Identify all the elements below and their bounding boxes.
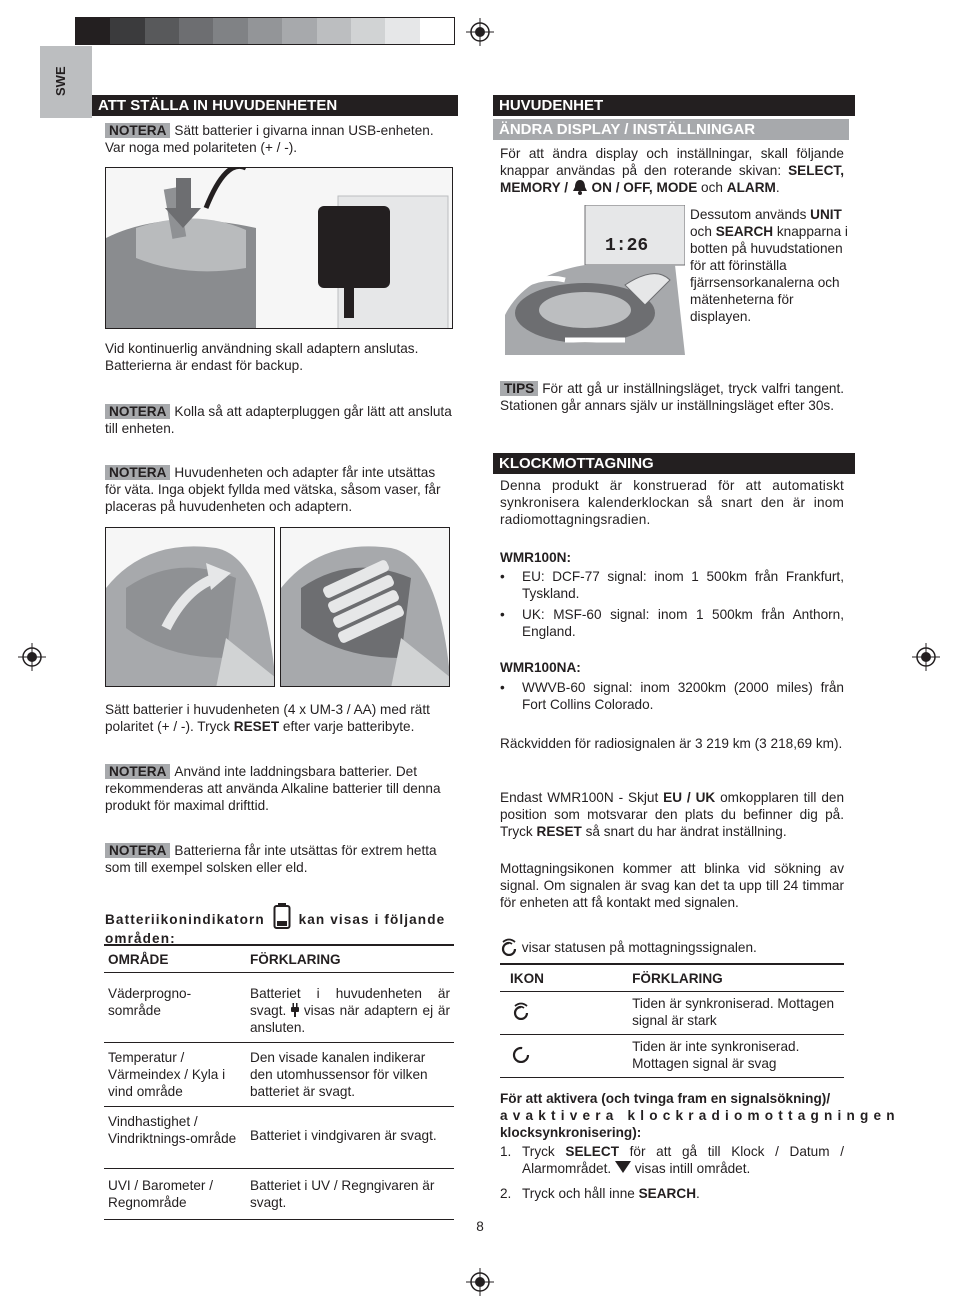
table-cell: Batteriet i huvudenheten är svagt. visas när adaptern ej är ansluten. xyxy=(250,986,450,1035)
note-moisture: NOTERA Huvudenheten och adapter får inte utsättas för väta. Inga objekt fyllda med vätska, såsom vaser, får placeras på huvudenheten och adaptern. xyxy=(105,465,441,514)
wmr100na-label: WMR100NA: xyxy=(500,660,581,675)
range-paragraph: Räckvidden för radiosignalen är 3 219 km (3 218,69 km). xyxy=(500,736,843,751)
registration-mark-icon xyxy=(18,643,46,671)
note-label: NOTERA xyxy=(105,465,170,480)
note-batteries-first: NOTERA Sätt batterier i givarna innan USB-enheten. Var noga med polariteten (+ / -). xyxy=(105,123,434,155)
color-swatch xyxy=(145,18,179,44)
bell-icon xyxy=(572,179,588,195)
table-cell: Vindhastighet / Vindriktnings-område xyxy=(108,1114,237,1146)
table-header: OMRÅDE xyxy=(108,952,169,967)
table-cell: Den visade kanalen indikerar den utomhussensor för vilken batteriet är svagt. xyxy=(250,1050,428,1099)
table-header: IKON xyxy=(510,971,544,986)
table-row xyxy=(104,973,454,1043)
note-label: NOTERA xyxy=(105,843,170,858)
table-row xyxy=(104,1169,454,1220)
svg-text:1:26: 1:26 xyxy=(605,236,649,256)
battery-indicator-heading: Batteriikonindikatorn kan visas i följande områden: xyxy=(105,902,453,947)
table-cell: UVI / Barometer / Regnområde xyxy=(108,1178,214,1210)
table-header: FÖRKLARING xyxy=(250,952,341,967)
display-intro: För att ändra display och inställningar, skall följande knappar användas på den roterande skivan: SELECT, MEMORY / ON / OFF, MODE och ALARM. xyxy=(500,146,844,195)
table-header-row xyxy=(500,964,844,992)
clock-intro: Denna produkt är konstruerad för att automatiskt synkronisera kalenderklockan så snart den är inom radiomottagningsradien. xyxy=(500,478,844,527)
table-row xyxy=(500,992,844,1035)
note-label: NOTERA xyxy=(105,404,170,419)
note-heat: NOTERA Batterierna får inte utsättas för extrem hetta som till exempel solsken eller eld. xyxy=(105,843,437,875)
activate-heading: För att aktivera (och tvinga fram en signalsökning)/ avaktivera klockradiomottagningen klocksynkronisering): xyxy=(500,1091,900,1140)
note-rechargeable: NOTERA Använd inte laddningsbara batterier. Det rekommenderas att använda Alkaline batterier till denna produkt för maximal drifttid. xyxy=(105,764,441,813)
signal-icon-table xyxy=(500,963,844,1078)
triangle-down-icon xyxy=(615,1161,631,1173)
signal-strong-icon xyxy=(500,938,518,956)
section-title-setup: ATT STÄLLA IN HUVUDENHETEN xyxy=(92,95,458,116)
wmr100n-label: WMR100N: xyxy=(500,550,571,565)
table-cell: Väderprogno-sområde xyxy=(108,986,192,1018)
battery-icon xyxy=(273,902,291,930)
language-tab-label: SWE xyxy=(53,66,68,96)
color-swatch xyxy=(420,18,454,44)
battery-area-table xyxy=(104,944,454,1220)
table-header: FÖRKLARING xyxy=(632,971,723,986)
color-swatch xyxy=(385,18,419,44)
battery-insert-paragraph: Sätt batterier i huvudenheten (4 x UM-3 / AA) med rätt polaritet (+ / -). Tryck RESET efter varje batteribyte. xyxy=(105,702,430,734)
main-unit-illustration xyxy=(505,205,685,355)
color-swatch xyxy=(179,18,213,44)
table-cell: Temperatur / Värmeindex / Kyla i vind område xyxy=(108,1050,226,1099)
registration-mark-icon xyxy=(466,18,494,46)
registration-mark-icon xyxy=(466,1268,494,1296)
color-bar-strip xyxy=(75,17,455,45)
table-row xyxy=(500,1035,844,1078)
note-label: NOTERA xyxy=(105,123,170,138)
eu-uk-switch-paragraph: Endast WMR100N - Skjut EU / UK omkopplaren till den position som motsvarar den plats du befinner dig på. Tryck RESET så snart du har ändrat inställning. xyxy=(500,790,845,839)
section-title-clock: KLOCKMOTTAGNING xyxy=(493,453,855,474)
list-item: • UK: MSF-60 signal: inom 1 500km från Anthorn, England. xyxy=(498,606,844,640)
tips-block: TIPS För att gå ur inställningsläget, tryck valfri tangent. Stationen går annars själv ur inställningsläget efter 30s. xyxy=(500,381,844,413)
plug-icon xyxy=(291,1003,299,1017)
note-label: NOTERA xyxy=(105,764,170,779)
signal-strong-icon xyxy=(512,1002,530,1020)
table-header-row xyxy=(104,945,454,973)
page-number: 8 xyxy=(476,1219,484,1234)
wmr100n-list xyxy=(498,568,844,640)
wmr100na-list xyxy=(498,679,844,713)
battery-compartment-illustration xyxy=(280,527,450,687)
blink-paragraph: Mottagningsikonen kommer att blinka vid sökning av signal. Om signalen är svag kan det ta upp till 24 timmar för enheten att få kontakt med signalen. xyxy=(500,861,844,910)
registration-mark-icon xyxy=(912,643,940,671)
table-cell: Tiden är synkroniserad. Mottagen signal är stark xyxy=(632,996,835,1028)
color-swatch xyxy=(282,18,316,44)
list-item: • WWVB-60 signal: inom 3200km (2000 miles) från Fort Collins Colorado. xyxy=(498,679,844,713)
color-swatch xyxy=(213,18,247,44)
signal-weak-icon xyxy=(512,1045,530,1063)
list-item: • EU: DCF-77 signal: inom 1 500km från Frankfurt, Tyskland. xyxy=(498,568,844,602)
signal-status-line: visar statusen på mottagningssignalen. xyxy=(500,938,844,956)
subsection-title-display: ÄNDRA DISPLAY / INSTÄLLNINGAR xyxy=(493,119,849,140)
table-cell: Batteriet i vindgivaren är svagt. xyxy=(250,1128,437,1143)
battery-cover-illustration xyxy=(105,527,275,687)
tips-label: TIPS xyxy=(500,381,538,396)
color-swatch xyxy=(248,18,282,44)
table-cell xyxy=(500,1035,632,1078)
step-1: 1. Tryck SELECT för att gå till Klock / Datum / Alarmområdet. visas intill området. xyxy=(500,1144,844,1176)
color-swatch xyxy=(110,18,144,44)
color-swatch xyxy=(351,18,385,44)
table-cell: Batteriet i UV / Regngivaren är svagt. xyxy=(250,1178,435,1210)
adapter-paragraph: Vid kontinuerlig användning skall adaptern anslutas. Batterierna är endast för backup. xyxy=(105,341,419,373)
adapter-illustration xyxy=(105,167,453,329)
color-swatch xyxy=(317,18,351,44)
step-2: 2. Tryck och håll inne SEARCH. xyxy=(500,1186,700,1201)
table-row xyxy=(104,1043,454,1107)
table-cell: Tiden är inte synkroniserad. Mottagen signal är svag xyxy=(632,1039,800,1071)
side-note-buttons: Dessutom används UNIT och SEARCH knapparna i botten på huvudstationen för att förinställa fjärrsensorkanalerna och mätenheterna för displayen. xyxy=(690,207,848,324)
section-title-main-unit: HUVUDENHET xyxy=(493,95,855,116)
note-adapter-plug: NOTERA Kolla så att adapterpluggen går lätt att ansluta till enheten. xyxy=(105,404,452,436)
table-cell xyxy=(500,992,632,1035)
color-swatch xyxy=(76,18,110,44)
table-row xyxy=(104,1107,454,1169)
